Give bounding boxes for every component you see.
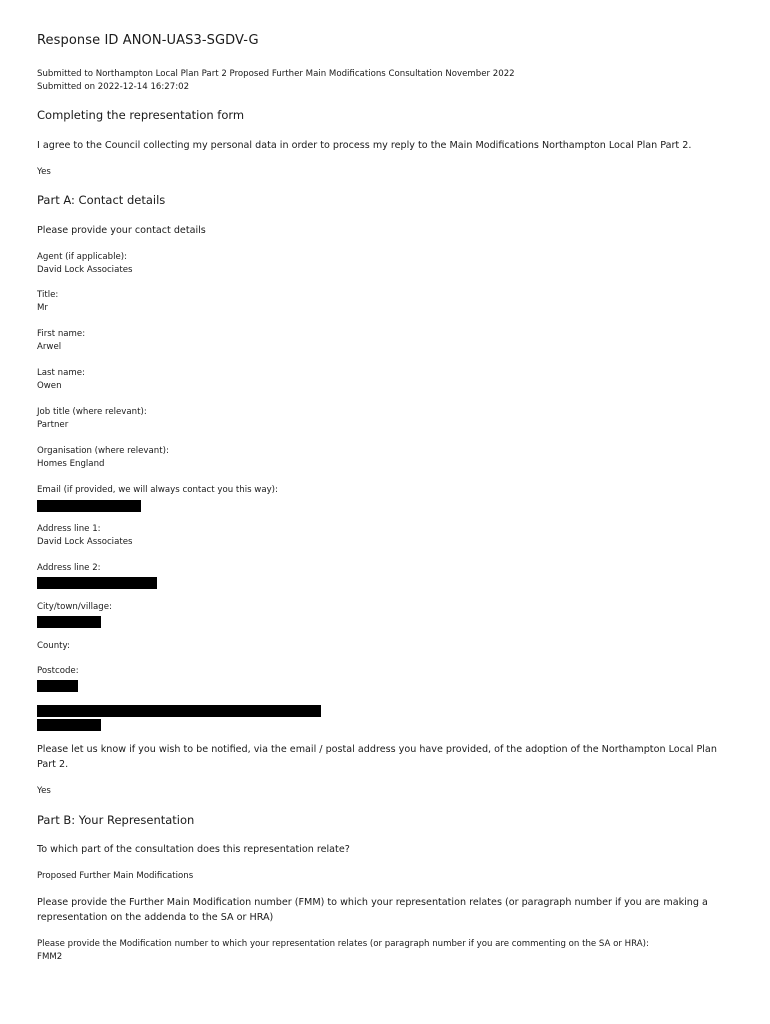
part-answer: Proposed Further Main Modifications — [37, 871, 194, 881]
address2-label: Address line 2: — [37, 563, 101, 573]
consent-question: I agree to the Council collecting my personal data in order to process my reply to the Main Modifications Northampton Local Plan Part 2. — [37, 140, 692, 151]
last-name-label: Last name: — [37, 368, 85, 378]
first-name-label: First name: — [37, 329, 86, 339]
redacted-block-2 — [37, 719, 101, 731]
section-form-heading: Completing the representation form — [37, 108, 245, 122]
fmm-question: Please provide the Further Main Modification number (FMM) to which your representation relates (or paragraph number if you are making a representation on the addenda to the SA or HRA) — [37, 897, 708, 923]
part-question: To which part of the consultation does this representation relate? — [37, 844, 350, 855]
address1-label: Address line 1: — [37, 524, 101, 534]
email-redaction — [37, 500, 141, 512]
first-name-value: Arwel — [37, 342, 62, 352]
submitted-on-text: Submitted on 2022-12-14 16:27:02 — [37, 82, 190, 92]
agent-value: David Lock Associates — [37, 265, 133, 275]
modification-label: Please provide the Modification number to which your representation relates (or paragraph number if you are commenting on the SA or HRA): — [37, 939, 649, 949]
redacted-block-1 — [37, 705, 321, 717]
consent-answer: Yes — [37, 167, 51, 177]
postcode-label: Postcode: — [37, 666, 79, 676]
city-redaction — [37, 616, 101, 628]
notify-question: Please let us know if you wish to be notified, via the email / postal address you have provided, of the adoption of the Northampton Local Plan Part 2. — [37, 744, 717, 770]
section-b-heading: Part B: Your Representation — [37, 813, 195, 827]
organisation-value: Homes England — [37, 459, 105, 469]
address1-value: David Lock Associates — [37, 537, 133, 547]
agent-label: Agent (if applicable): — [37, 252, 127, 262]
job-title-label: Job title (where relevant): — [37, 407, 147, 417]
title-value: Mr — [37, 303, 48, 313]
county-label: County: — [37, 641, 70, 651]
modification-value: FMM2 — [37, 952, 63, 962]
section-a-heading: Part A: Contact details — [37, 193, 166, 207]
city-label: City/town/village: — [37, 602, 112, 612]
last-name-value: Owen — [37, 381, 62, 391]
response-id-title: Response ID ANON-UAS3-SGDV-G — [37, 33, 259, 48]
notify-answer: Yes — [37, 786, 51, 796]
address2-redaction — [37, 577, 157, 589]
postcode-redaction — [37, 680, 78, 692]
contact-intro: Please provide your contact details — [37, 225, 206, 236]
job-title-value: Partner — [37, 420, 69, 430]
submitted-to-text: Submitted to Northampton Local Plan Part 2 Proposed Further Main Modifications Consultation November 2022 — [37, 69, 515, 79]
title-label: Title: — [37, 290, 59, 300]
email-label: Email (if provided, we will always contact you this way): — [37, 485, 278, 495]
organisation-label: Organisation (where relevant): — [37, 446, 169, 456]
